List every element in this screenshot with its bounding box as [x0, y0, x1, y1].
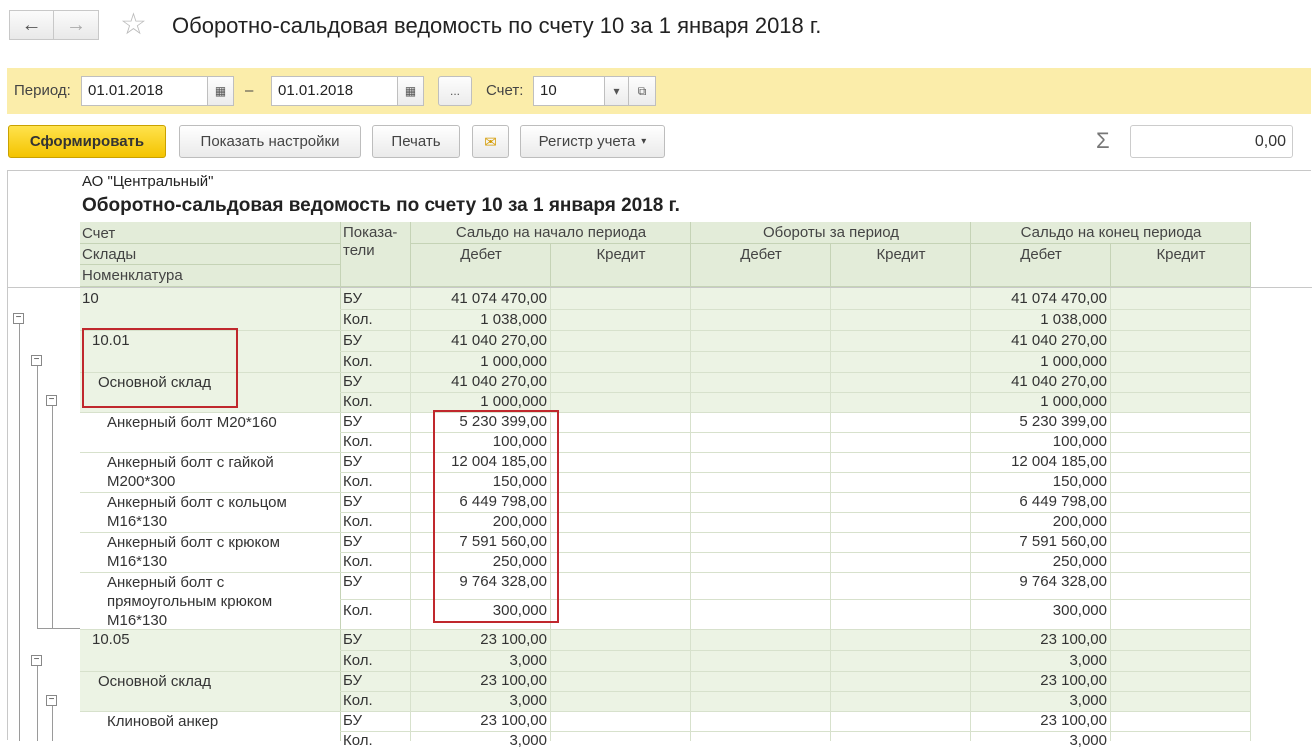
closing-debit-kol: 1 000,000 [1040, 353, 1107, 370]
period-dash: – [245, 82, 254, 99]
opening-debit-kol: 3,000 [509, 652, 547, 669]
header-closing-debit: Дебет [1020, 246, 1062, 263]
indicator-bu: БУ [343, 290, 363, 307]
sum-icon: Σ [1096, 128, 1110, 153]
header-turnover-credit: Кредит [876, 246, 926, 263]
header-closing-credit: Кредит [1156, 246, 1206, 263]
generate-button[interactable]: Сформировать [8, 125, 166, 158]
collapse-10-05-toggle[interactable]: − [31, 655, 42, 666]
chevron-down-icon: ▾ [613, 84, 620, 98]
highlight-box-items [433, 410, 559, 623]
opening-debit-kol: 1 000,000 [480, 353, 547, 370]
indicator-kol: Кол. [343, 692, 373, 709]
header-indicators: Показа- тели [343, 224, 398, 259]
indicator-bu: БУ [343, 712, 363, 729]
back-button[interactable] [9, 10, 54, 40]
header-opening-debit: Дебет [460, 246, 502, 263]
indicator-bu: БУ [343, 631, 363, 648]
indicator-bu: БУ [343, 672, 363, 689]
collapse-10-toggle[interactable]: − [13, 313, 24, 324]
sum-field: 0,00 [1130, 125, 1293, 158]
indicator-bu: БУ [343, 573, 363, 590]
opening-debit-bu: 9 764 328,00 [459, 573, 547, 590]
row-name-10-01: 10.01 [92, 332, 130, 349]
closing-debit-bu: 6 449 798,00 [1019, 493, 1107, 510]
date-from-field[interactable]: 01.01.2018 [81, 76, 208, 106]
row-name-item: Клиновой анкер [107, 713, 219, 730]
organization-name: АО "Центральный" [82, 173, 214, 190]
opening-debit-bu: 23 100,00 [480, 631, 547, 648]
indicator-kol: Кол. [343, 602, 373, 619]
header-closing: Сальдо на конец периода [1020, 224, 1202, 241]
row-name-10: 10 [82, 290, 99, 307]
opening-debit-kol: 200,000 [492, 513, 547, 530]
closing-debit-kol: 250,000 [1052, 553, 1107, 570]
report-title: Оборотно-сальдовая ведомость по счету 10 за 1 января 2018 г. [82, 195, 680, 216]
date-to-calendar-button[interactable] [397, 76, 424, 106]
indicator-bu: БУ [343, 533, 363, 550]
row-name-warehouse: Основной склад [98, 673, 212, 690]
indicator-kol: Кол. [343, 311, 373, 328]
opening-debit-bu: 6 449 798,00 [459, 493, 547, 510]
favorite-star-icon[interactable]: ☆ [120, 8, 147, 41]
indicator-kol: Кол. [343, 473, 373, 490]
email-button[interactable] [472, 125, 509, 158]
register-button-label: Регистр учета [538, 133, 636, 150]
indicator-bu: БУ [343, 453, 363, 470]
header-opening: Сальдо на начало периода [455, 224, 647, 241]
row-name-item: Анкерный болт с кольцом М16*130 [107, 494, 287, 530]
indicator-kol: Кол. [343, 553, 373, 570]
opening-debit-bu: 5 230 399,00 [459, 413, 547, 430]
header-warehouses: Склады [82, 246, 137, 263]
closing-debit-kol: 100,000 [1052, 433, 1107, 450]
row-name-warehouse: Основной склад [98, 374, 212, 391]
period-label: Период: [14, 82, 71, 99]
page-title: Оборотно-сальдовая ведомость по счету 10 за 1 января 2018 г. [172, 13, 822, 38]
arrow-right-icon: → [66, 13, 86, 36]
indicator-kol: Кол. [343, 513, 373, 530]
parameter-bar [7, 68, 1311, 114]
header-opening-credit: Кредит [596, 246, 646, 263]
closing-debit-kol: 200,000 [1052, 513, 1107, 530]
collapse-warehouse-1-toggle[interactable]: − [46, 395, 57, 406]
arrow-left-icon: ← [21, 13, 42, 36]
opening-debit-bu: 23 100,00 [480, 712, 547, 729]
header-turnover-debit: Дебет [740, 246, 782, 263]
closing-debit-bu: 23 100,00 [1040, 672, 1107, 689]
closing-debit-kol: 3,000 [1069, 692, 1107, 709]
row-name-item: Анкерный болт с крюком М16*130 [107, 534, 280, 570]
indicator-bu: БУ [343, 493, 363, 510]
opening-debit-kol: 3,000 [509, 732, 547, 749]
closing-debit-bu: 23 100,00 [1040, 631, 1107, 648]
forward-button[interactable] [54, 10, 99, 40]
closing-debit-kol: 1 000,000 [1040, 393, 1107, 410]
closing-debit-kol: 1 038,000 [1040, 311, 1107, 328]
account-dropdown-button[interactable] [604, 76, 629, 106]
header-account: Счет [82, 225, 116, 242]
row-name-item: Анкерный болт М20*160 [107, 414, 277, 431]
calendar-icon: ▦ [214, 84, 227, 98]
closing-debit-bu: 5 230 399,00 [1019, 413, 1107, 430]
opening-debit-kol: 100,000 [492, 433, 547, 450]
indicator-kol: Кол. [343, 433, 373, 450]
row-name-item: Анкерный болт с прямоугольным крюком М16*130 [107, 574, 273, 629]
opening-debit-bu: 41 074 470,00 [451, 290, 547, 307]
chevron-down-icon: ▾ [641, 136, 647, 147]
closing-debit-bu: 41 074 470,00 [1011, 290, 1107, 307]
closing-debit-bu: 9 764 328,00 [1019, 573, 1107, 590]
opening-debit-bu: 41 040 270,00 [451, 332, 547, 349]
opening-debit-bu: 7 591 560,00 [459, 533, 547, 550]
header-turnover: Обороты за период [762, 224, 900, 241]
print-button[interactable]: Печать [372, 125, 460, 158]
show-settings-button[interactable]: Показать настройки [179, 125, 361, 158]
date-from-calendar-button[interactable] [207, 76, 234, 106]
period-select-button[interactable]: ... [438, 76, 472, 106]
date-to-field[interactable]: 01.01.2018 [271, 76, 398, 106]
opening-debit-kol: 300,000 [492, 602, 547, 619]
indicator-bu: БУ [343, 413, 363, 430]
envelope-icon: ✉ [484, 133, 497, 151]
opening-debit-kol: 250,000 [492, 553, 547, 570]
indicator-bu: БУ [343, 373, 363, 390]
closing-debit-kol: 3,000 [1069, 652, 1107, 669]
account-label: Счет: [486, 82, 524, 99]
indicator-kol: Кол. [343, 393, 373, 410]
closing-debit-bu: 7 591 560,00 [1019, 533, 1107, 550]
report-area[interactable] [7, 170, 1311, 749]
opening-debit-kol: 1 038,000 [480, 311, 547, 328]
opening-debit-bu: 41 040 270,00 [451, 373, 547, 390]
closing-debit-bu: 23 100,00 [1040, 712, 1107, 729]
indicator-bu: БУ [343, 332, 363, 349]
collapse-10-01-toggle[interactable]: − [31, 355, 42, 366]
navigation-buttons [9, 10, 100, 40]
closing-debit-kol: 300,000 [1052, 602, 1107, 619]
indicator-kol: Кол. [343, 732, 373, 749]
account-open-button[interactable] [628, 76, 656, 106]
opening-debit-bu: 12 004 185,00 [451, 453, 547, 470]
header-nomenclature: Номенклатура [82, 267, 183, 284]
opening-debit-kol: 1 000,000 [480, 393, 547, 410]
opening-debit-kol: 150,000 [492, 473, 547, 490]
highlight-box-groups [82, 328, 238, 408]
collapse-warehouse-2-toggle[interactable]: − [46, 695, 57, 706]
closing-debit-kol: 3,000 [1069, 732, 1107, 749]
closing-debit-kol: 150,000 [1052, 473, 1107, 490]
opening-debit-bu: 23 100,00 [480, 672, 547, 689]
opening-debit-kol: 3,000 [509, 692, 547, 709]
account-field[interactable]: 10 [533, 76, 605, 106]
indicator-kol: Кол. [343, 353, 373, 370]
closing-debit-bu: 12 004 185,00 [1011, 453, 1107, 470]
register-dropdown-button[interactable] [520, 125, 665, 158]
row-name-10-05: 10.05 [92, 631, 130, 648]
row-name-item: Анкерный болт с гайкой М200*300 [107, 454, 274, 490]
calendar-icon: ▦ [404, 84, 417, 98]
closing-debit-bu: 41 040 270,00 [1011, 332, 1107, 349]
open-window-icon: ⧉ [637, 83, 647, 98]
indicator-kol: Кол. [343, 652, 373, 669]
closing-debit-bu: 41 040 270,00 [1011, 373, 1107, 390]
